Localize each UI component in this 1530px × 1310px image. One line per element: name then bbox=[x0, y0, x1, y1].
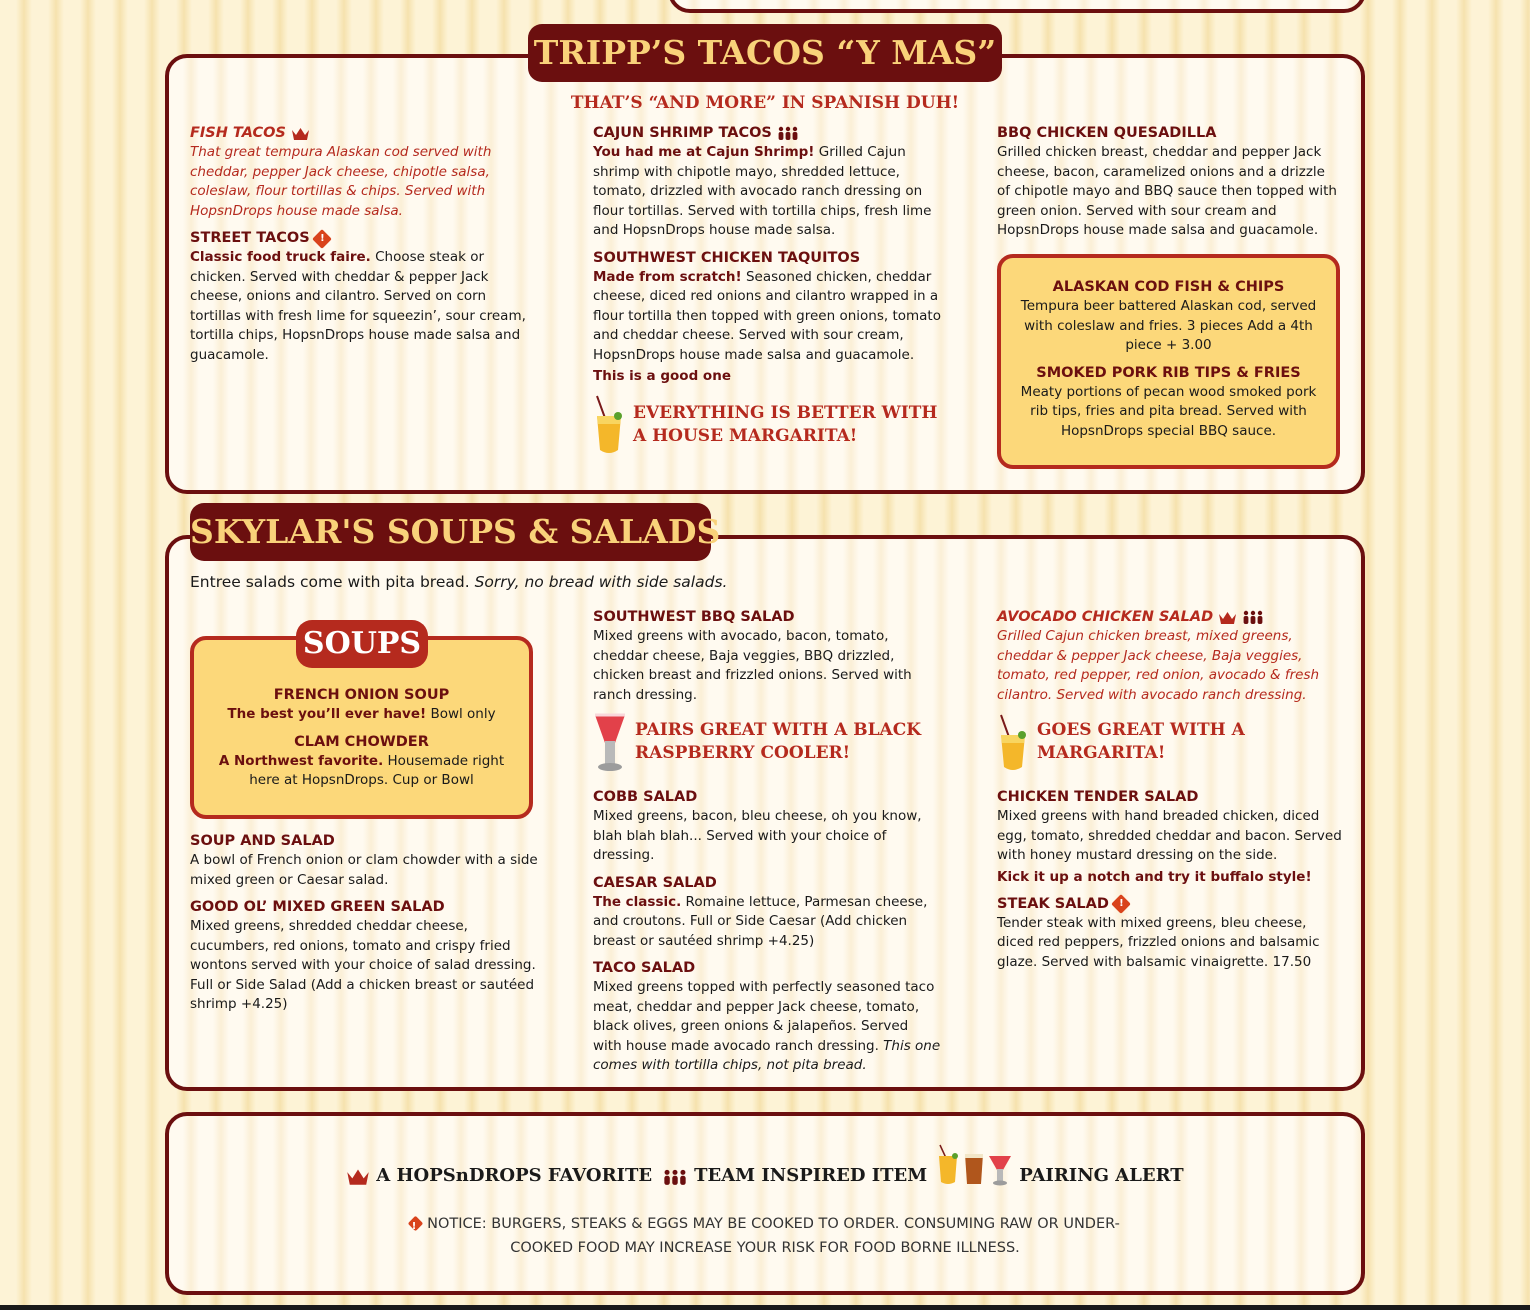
menu-item-desc: Mixed greens topped with perfectly seasoned taco meat, cheddar and pepper Jack cheese, tomato, black olives, green onions & jalapeños. Served with house made avocado ranch dressing. This one comes with tortilla chips, not pita bread. bbox=[593, 979, 941, 1073]
cooler-promo: PAIRS GREAT WITH A BLACK RASPBERRY COOLER! bbox=[593, 713, 941, 780]
menu-item-title: GOOD OL’ MIXED GREEN SALAD bbox=[190, 899, 445, 915]
menu-item-desc: Grilled Cajun chicken breast, mixed greens, cheddar & pepper Jack cheese, Baja veggies, tomato, red pepper, red onion, avocado & fresh cilantro. Served with avocado ranch dressing. bbox=[997, 628, 1320, 703]
menu-item-desc: The classic. Romaine lettuce, Parmesan cheese, and croutons. Full or Side Caesar (Add chicken breast or sautéed shrimp +4.25) bbox=[593, 893, 928, 949]
previous-section-panel bbox=[668, 0, 1366, 13]
menu-item-title: SOUTHWEST CHICKEN TAQUITOS bbox=[593, 249, 861, 266]
menu-item-title: SOUP AND SALAD bbox=[190, 833, 335, 849]
salads-intro: Entree salads come with pita bread. Sorry, no bread with side salads. bbox=[190, 573, 728, 591]
menu-item-title: FISH TACOS bbox=[190, 124, 535, 143]
legend-pairing: PAIRING ALERT bbox=[1019, 1165, 1184, 1186]
crown-icon bbox=[291, 126, 310, 141]
menu-item-note: Kick it up a notch and try it buffalo style! bbox=[997, 868, 1312, 885]
team-icon bbox=[1242, 610, 1264, 625]
menu-item-title: CLAM CHOWDER bbox=[294, 733, 429, 750]
legend-row bbox=[165, 1144, 1365, 1186]
menu-item-desc: A Northwest favorite. Housemade right here at HopsnDrops. Cup or Bowl bbox=[218, 752, 505, 788]
fish-chips-box bbox=[997, 254, 1340, 469]
menu-item-desc: Mixed greens, bacon, bleu cheese, oh you know, blah blah blah... Served with your choice of dressing. bbox=[593, 808, 922, 863]
page-bottom-bar bbox=[0, 1305, 1530, 1310]
tacos-col-3 bbox=[997, 124, 1342, 249]
tacos-col-2 bbox=[593, 124, 941, 471]
menu-item-desc: Grilled chicken breast, cheddar and pepper Jack cheese, bacon, caramelized onions and a drizzle of chipotle mayo and BBQ sauce then topped with green onion. Served with sour cream and HopsnDrops house made salsa and guacamole. bbox=[997, 144, 1337, 238]
crown-icon bbox=[346, 1167, 370, 1186]
menu-item-title: AVOCADO CHICKEN SALAD bbox=[997, 608, 1342, 627]
salads-col-2 bbox=[593, 608, 941, 1084]
menu-item-title: STEAK SALAD ! bbox=[997, 895, 1342, 914]
menu-item-desc: Mixed greens with avocado, bacon, tomato, cheddar cheese, Baja veggies, BBQ drizzled, chicken breast and frizzled onions. Served with ranch dressing. bbox=[593, 628, 912, 703]
team-icon bbox=[777, 126, 799, 141]
menu-item-desc: Meaty portions of pecan wood smoked pork rib tips, fries and pita bread. Served with HopsnDrops special BBQ sauce. bbox=[1020, 383, 1317, 439]
menu-item-title: TACO SALAD bbox=[593, 960, 696, 976]
menu-item-title: SOUTHWEST BBQ SALAD bbox=[593, 609, 795, 625]
legend-panel bbox=[165, 1112, 1365, 1295]
margarita-promo: GOES GREAT WITH A MARGARITA! bbox=[997, 713, 1342, 780]
menu-item-desc: Classic food truck faire. Choose steak or chicken. Served with cheddar & pepper Jack cheese, onions and cilantro. Served on corn tortillas with fresh lime for squeezin’, sour cream, tortilla chips, HopsnDrops house made salsa and guacamole. bbox=[190, 249, 526, 363]
legend-team: TEAM INSPIRED ITEM bbox=[694, 1165, 928, 1186]
menu-item-desc: You had me at Cajun Shrimp! Grilled Cajun shrimp with chipotle mayo, shredded lettuce, tomato, drizzled with avocado ranch dressing on flour tortillas. Served with tortilla chips, fresh lime and HopsnDrops house made salsa. bbox=[593, 144, 932, 238]
food-notice: !NOTICE: BURGERS, STEAKS & EGGS MAY BE COOKED TO ORDER. CONSUMING RAW OR UNDER-COOKED FOOD MAY INCREASE YOUR RISK FOR FOOD BORNE ILLNESS. bbox=[400, 1212, 1130, 1260]
alert-icon bbox=[1111, 894, 1131, 914]
margarita-icon bbox=[593, 394, 625, 463]
salads-col-3 bbox=[997, 608, 1342, 980]
menu-item-desc: Made from scratch! Seasoned chicken, cheddar cheese, diced red onions and cilantro wrapped in a flour tortilla then topped with green onions, tomato and cheddar cheese. Served with sour cream, HopsnDrops house made salsa and guacamole. bbox=[593, 268, 941, 363]
menu-item-desc: Mixed greens with hand breaded chicken, diced egg, tomato, shredded cheddar and bacon. Served with honey mustard dressing on the side. bbox=[997, 808, 1342, 863]
drinks-icon bbox=[937, 1144, 1013, 1186]
menu-item-title: CAJUN SHRIMP TACOS bbox=[593, 124, 941, 143]
menu-item-title: CHICKEN TENDER SALAD bbox=[997, 789, 1199, 805]
menu-item-title: COBB SALAD bbox=[593, 789, 698, 805]
menu-item-title: BBQ CHICKEN QUESADILLA bbox=[997, 125, 1217, 141]
menu-item-desc: The best you’ll ever have! Bowl only bbox=[227, 706, 496, 722]
team-icon bbox=[662, 1169, 688, 1186]
legend-favorite: A HOPSnDROPS FAVORITE bbox=[376, 1165, 653, 1186]
menu-item-title: SMOKED PORK RIB TIPS & FRIES bbox=[1036, 364, 1301, 381]
tacos-subtitle: THAT’S “AND MORE” IN SPANISH DUH! bbox=[570, 93, 960, 113]
menu-item-desc: A bowl of French onion or clam chowder with a side mixed green or Caesar salad. bbox=[190, 852, 538, 888]
menu-item-desc: Mixed greens, shredded cheddar cheese, cucumbers, red onions, tomato and crispy fried wontons served with your choice of salad dressing. Full or Side Salad (Add a chicken breast or sautéed shrimp +4.25) bbox=[190, 918, 536, 1012]
menu-item-desc: That great tempura Alaskan cod served with cheddar, pepper Jack cheese, chipotle salsa, coleslaw, flour tortillas & chips. Served with HopsnDrops house made salsa. bbox=[190, 144, 492, 219]
menu-item-title: STREET TACOS ! bbox=[190, 229, 535, 248]
tacos-section-title: TRIPP’S TACOS “Y MAS” bbox=[528, 24, 1002, 82]
menu-item-desc: Tender steak with mixed greens, bleu cheese, diced red peppers, frizzled onions and balsamic glaze. Served with balsamic vinaigrette. 17.50 bbox=[997, 914, 1320, 970]
menu-item-desc: Tempura beer battered Alaskan cod, served with coleslaw and fries. 3 pieces Add a 4th piece + 3.00 bbox=[1020, 298, 1317, 353]
menu-item-title: FRENCH ONION SOUP bbox=[273, 687, 450, 703]
salads-section-title: SKYLAR'S SOUPS & SALADS bbox=[190, 503, 711, 561]
margarita-promo: EVERYTHING IS BETTER WITH A HOUSE MARGARITA! bbox=[593, 394, 941, 463]
salads-col-1 bbox=[190, 832, 538, 1023]
alert-icon bbox=[408, 1216, 424, 1232]
cooler-icon bbox=[593, 713, 627, 780]
alert-icon bbox=[312, 229, 332, 249]
soups-title: SOUPS bbox=[296, 620, 428, 668]
tacos-col-1 bbox=[190, 124, 535, 373]
menu-item-title: CAESAR SALAD bbox=[593, 874, 717, 891]
margarita-icon bbox=[997, 713, 1029, 780]
menu-item-note: This is a good one bbox=[593, 368, 731, 384]
crown-icon bbox=[1218, 610, 1237, 625]
menu-item-title: ALASKAN COD FISH & CHIPS bbox=[1052, 279, 1285, 295]
